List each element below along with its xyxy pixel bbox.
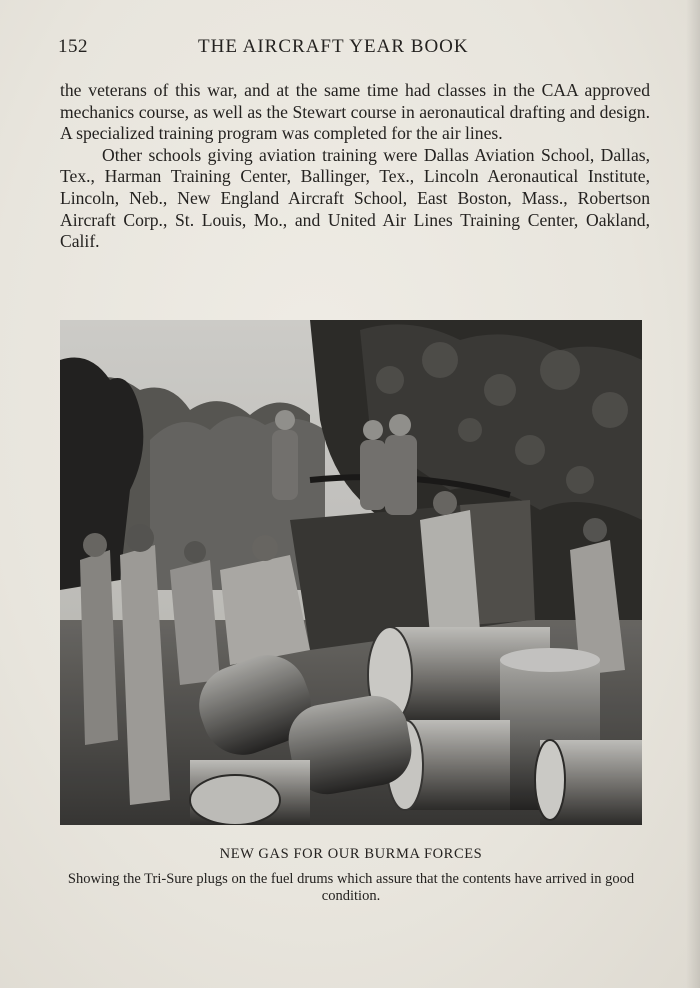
figure-caption-text: Showing the Tri-Sure plugs on the fuel drums which assure that the contents have arrived in good condition. <box>67 871 635 904</box>
page-number: 152 <box>58 36 88 57</box>
photo-illustration <box>60 320 642 825</box>
paragraph-1: the veterans of this war, and at the same time had classes in the CAA approved mechanics course, as well as the Stewart course in aeronautical drafting and design. A specialized training program was completed for the air lines. <box>60 80 650 144</box>
running-head: THE AIRCRAFT YEAR BOOK <box>198 36 469 57</box>
paragraph-2: Other schools giving aviation training were Dallas Aviation School, Dallas, Tex., Harman Training Center, Ballinger, Tex., Lincoln Aeronautical Institute, Lincoln, Neb., New England Aircraft School, East Boston, Mass., Robertson Aircraft Corp., St. Louis, Mo., and United Air Lines Training Center, Oakland, Calif. <box>60 144 650 252</box>
body-text <box>60 80 650 253</box>
page-header <box>58 34 648 62</box>
photograph-soldiers-fuel-drums <box>60 320 642 825</box>
figure-caption-title: NEW GAS FOR OUR BURMA FORCES <box>219 846 483 862</box>
page-gutter-shadow <box>686 0 700 988</box>
